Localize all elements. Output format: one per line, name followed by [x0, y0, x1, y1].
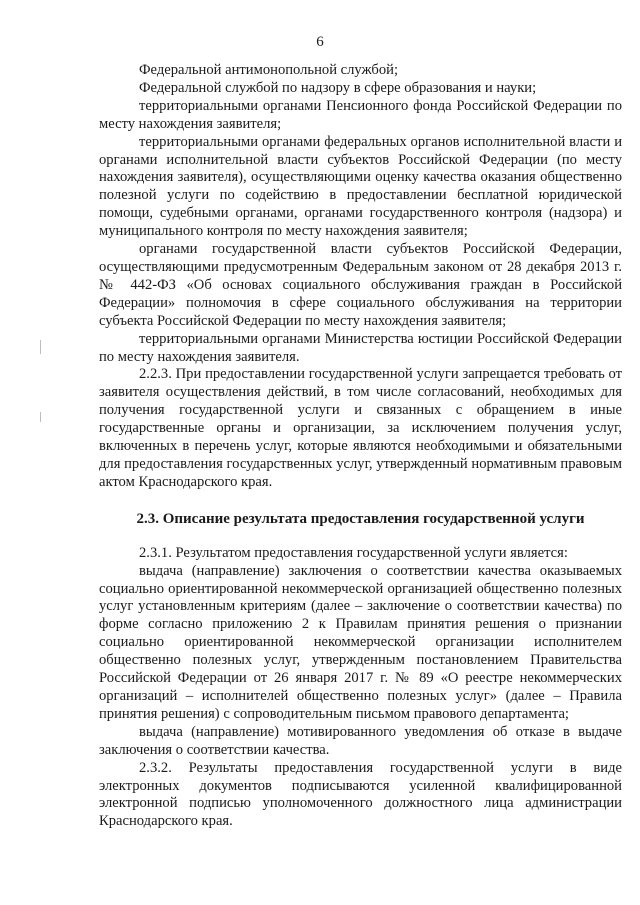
section-heading: 2.3. Описание результата предоставления государственной услуги	[136, 510, 585, 527]
scan-margin-mark	[40, 340, 41, 354]
body-paragraph: 2.3.1. Результатом предоставления государственной услуги является:	[139, 544, 568, 561]
body-paragraph: территориальными органами Пенсионного фонда Российской Федерации по месту нахождения заявителя;	[99, 97, 622, 132]
body-paragraph: органами государственной власти субъектов Российской Федерации, осуществляющими предусмотренным Федеральным законом от 28 декабря 2013 г. № 442-ФЗ «Об основах социального обслуживания граждан в Российской Федерации» полномочия в сфере социального обслуживания на территории субъекта Российской Федерации по месту нахождения заявителя;	[99, 241, 622, 329]
body-paragraph: Федеральной антимонопольной службой;	[139, 62, 398, 78]
body-paragraph: Федеральной службой по надзору в сфере образования и науки;	[139, 79, 537, 96]
body-paragraph: 2.2.3. При предоставлении государственной услуги запрещается требовать от заявителя осуществления действий, в том числе согласований, необходимых для получения государственной услуги и связанных с обращением в иные государственные органы и организации, за исключением получения услуг, включенных в перечень услуг, которые являются необходимыми и обязательными для предоставления государственных услуг, утвержденный нормативным правовым актом Краснодарского края.	[99, 366, 622, 490]
body-paragraph: территориальными органами Министерства юстиции Российской Федерации по месту нахождения заявителя.	[99, 330, 622, 365]
body-paragraph: выдача (направление) мотивированного уведомления об отказе в выдаче заключения о соответствии качества.	[99, 723, 622, 758]
scan-margin-mark	[40, 412, 41, 422]
body-paragraph: 2.3.2. Результаты предоставления государственной услуги в виде электронных документов подписываются усиленной квалифицированной электронной подписью уполномоченного должностного лица администрации Краснодарского края.	[99, 759, 622, 830]
body-paragraph: выдача (направление) заключения о соответствии качества оказываемых социально ориентированной некоммерческой организацией общественно полезных услуг установленным критериям (далее – заключение о соответствии качества) по форме согласно приложению 2 к Правилам принятия решения о признании социально ориентированной некоммерческой организации исполнителем общественно полезных услуг, утвержденным постановлением Правительства Российской Федерации от 26 января 2017 г. № 89 «О реестре некоммерческих организаций – исполнителей общественно полезных услуг» (далее – Правила принятия решения) с сопроводительным письмом правового департамента;	[99, 562, 622, 722]
document-body	[99, 62, 622, 831]
body-paragraph: территориальными органами федеральных органов исполнительной власти и органами исполнительной власти субъектов Российской Федерации (по месту нахождения заявителя), осуществляющими оценку качества оказания общественно полезной услуги по содействию в предоставлении бесплатной юридической помощи, судебными органами, органами государственного контроля (надзора) и муниципального контроля по месту нахождения заявителя;	[99, 133, 622, 240]
page-number: 6	[316, 34, 324, 50]
